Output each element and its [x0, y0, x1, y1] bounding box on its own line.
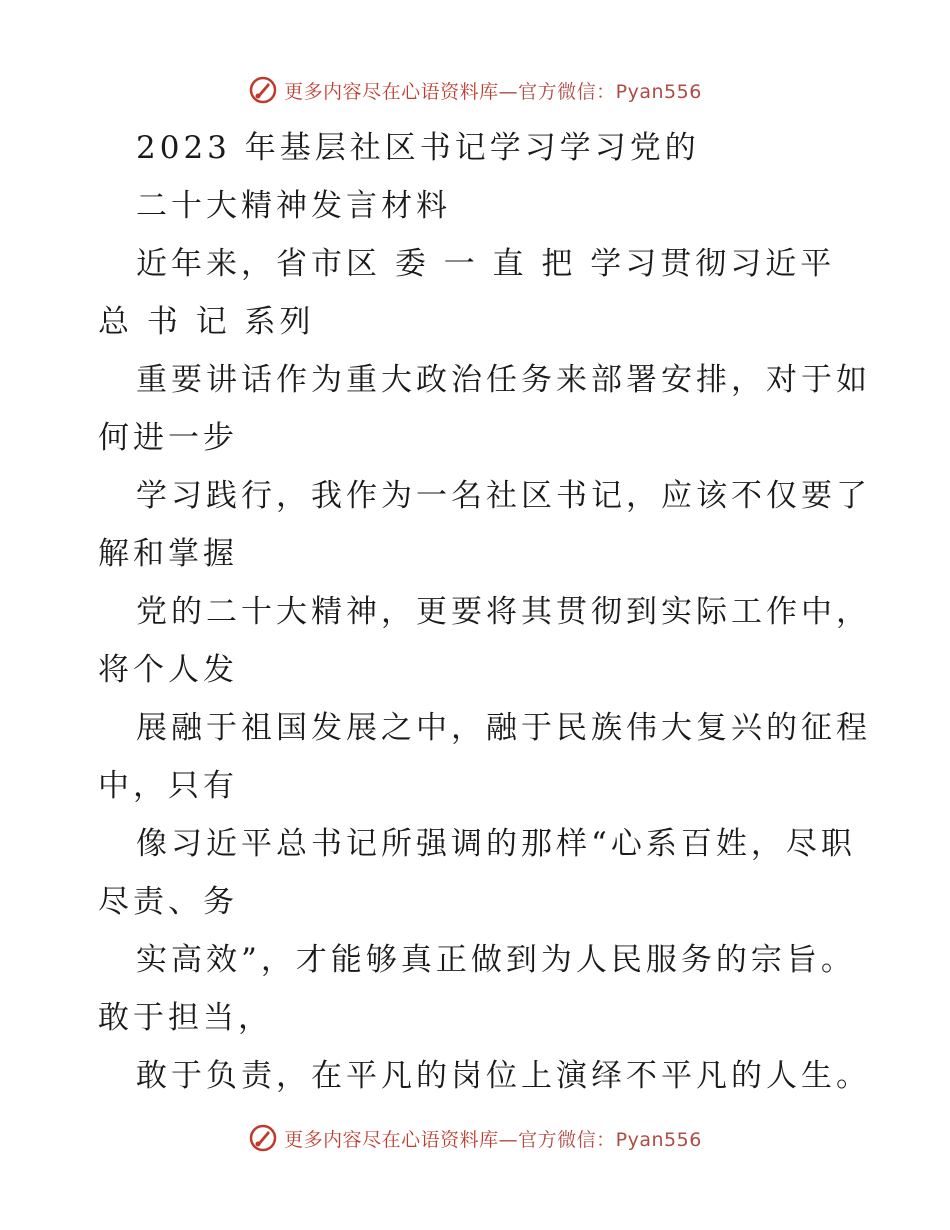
document-title-line-1: 2023 年基层社区书记学习学习党的	[136, 130, 700, 166]
banner-lead-text: 更多内容尽在心语资料库	[284, 1128, 499, 1151]
paragraph-line: 将个人发	[98, 652, 238, 688]
quill-in-circle-icon	[248, 1123, 278, 1153]
paragraph-line: 总 书 记 系列	[98, 304, 315, 340]
quill-in-circle-icon	[248, 75, 278, 105]
paragraph-line: 解和掌握	[98, 536, 238, 572]
paragraph-line: 像习近平总书记所强调的那样“心系百姓，尽职	[136, 826, 856, 862]
document-title-line-2: 二十大精神发言材料	[136, 188, 451, 224]
paragraph-line: 敢于负责，在平凡的岗位上演绎不平凡的人生。	[136, 1058, 871, 1094]
paragraph-line: 重要讲话作为重大政治任务来部署安排，对于如	[136, 362, 871, 398]
banner-text	[284, 1125, 702, 1152]
paragraph-line: 中，只有	[98, 768, 238, 804]
footer-banner	[0, 1118, 950, 1158]
header-banner	[0, 70, 950, 110]
paragraph-line: 敢于担当，	[98, 1000, 273, 1036]
paragraph-line: 何进一步	[98, 420, 238, 456]
paragraph-line: 学习践行，我作为一名社区书记，应该不仅要了	[136, 478, 871, 514]
paragraph-line: 党的二十大精神，更要将其贯彻到实际工作中，	[136, 594, 871, 630]
paragraph-line: 展融于祖国发展之中，融于民族伟大复兴的征程	[136, 710, 871, 746]
paragraph-line: 近年来，省市区 委 一 直 把 学习贯彻习近平	[136, 246, 836, 282]
banner-lead-text: 更多内容尽在心语资料库	[284, 80, 499, 103]
paragraph-line: 尽责、务	[98, 884, 238, 920]
banner-tail-text: —官方微信：Pyan556	[498, 80, 702, 103]
banner-tail-text: —官方微信：Pyan556	[498, 1128, 702, 1151]
banner-text	[284, 77, 702, 104]
paragraph-line: 实高效”，才能够真正做到为人民服务的宗旨。	[136, 942, 856, 978]
